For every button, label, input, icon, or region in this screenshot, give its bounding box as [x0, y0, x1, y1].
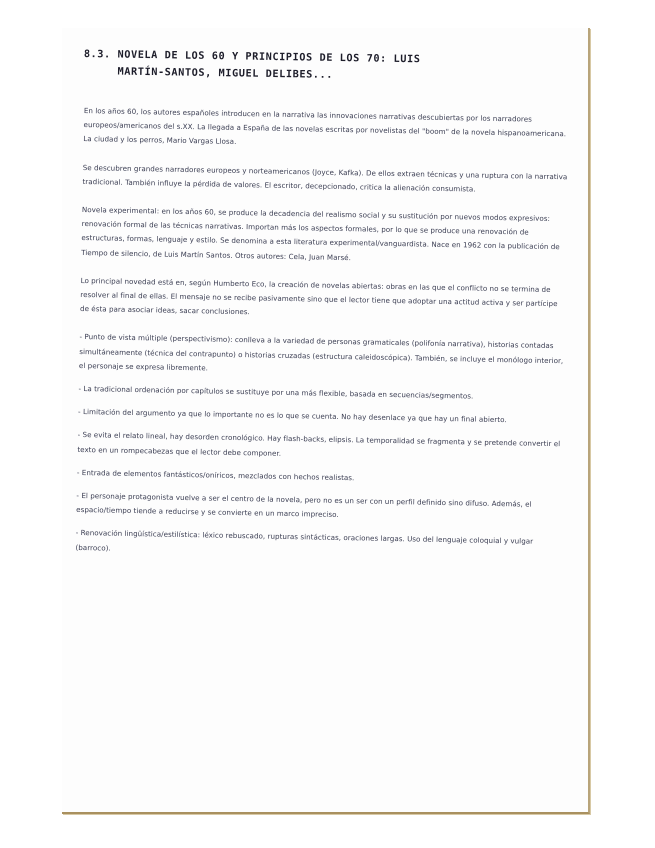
notes-body [75, 104, 570, 564]
paragraph-open-novels: Lo principal novedad está en, según Humberto Eco, la creación de novelas abiertas: obras en las que el conflicto no se termina de resolver al final de ellas. El mensaje no se recibe pasivamente sino que el lector tiene que adoptar una actitud activa y ser partícipe de ésta para asociar ideas, sacar conclusiones. [79, 275, 558, 317]
list-item: - Punto de vista múltiple (perspectivismo): conlleva a la variedad de personas gramaticales (polifonía narrativa), historias contadas simultáneamente (técnica del contrapunto) o historias cruzadas (estructura caleidoscópica). También, se incluye el monólogo interior, el personaje se expresa libremente. [78, 332, 564, 373]
list-item: - Entrada de elementos fantásticos/oníricos, mezclados con hechos realistas. [76, 467, 355, 483]
paragraph-influences: Se descubren grandes narradores europeos y norteamericanos (Joyce, Kafka). De ellos extraen técnicas y una ruptura con la narrativa tradicional. También influye la pérdida de valores. El escritor, decepcionado, critica la alienación consumista. [82, 162, 568, 194]
title-line-1: 8.3. NOVELA DE LOS 60 Y PRINCIPIOS DE LOS 70: LUIS [83, 48, 421, 66]
techniques-list [75, 330, 565, 564]
paragraph-intro: En los años 60, los autores españoles introducen en la narrativa las innovaciones narrativas descubiertas por los narradores europeos/americanos del s.XX. La llegada a España de las novelas escritas por novelistas del "boom" de la novela hispanoamericana. La ciudad y los perros, Mario Vargas Llosa. [83, 105, 567, 147]
list-item: - Se evita el relato lineal, hay desorden cronológico. Hay flash-backs, elipsis. La temporalidad se fragmenta y se pretende convertir el texto en un rompecabezas que el lector debe componer. [77, 430, 561, 458]
title-line-2: MARTÍN-SANTOS, MIGUEL DELIBES... [117, 66, 334, 81]
paragraph-experimental-novel: Novela experimental: en los años 60, se produce la decadencia del realismo social y su sustitución por nuevos modos expresivos: renovación formal de las técnicas narrativas. Importan más los aspectos formales, por lo que se produce una renovación de estructuras, formas, lenguaje y estilo. Se denomina a esta literatura experimental/vanguardista. Nace en 1962 con la publicación de Tiempo de silencio, de Luis Martín Santos. Otros autores: Cela, Juan Marsé. [81, 204, 560, 262]
handwritten-page [62, 28, 590, 814]
list-item: - La tradicional ordenación por capítulos se sustituye por una más flexible, basada en secuencias/segmentos. [78, 383, 474, 401]
list-item: - El personaje protagonista vuelve a ser el centro de la novela, pero no es un ser con un perfil definido sino difuso. Además, el espacio/tiempo tiende a reducirse y se convierte en un marco impreciso. [76, 490, 532, 520]
list-item: - Renovación lingüística/estilística: léxico rebuscado, rupturas sintácticas, oraciones largas. Uso del lenguaje coloquial y vulgar (barroco). [75, 528, 534, 553]
page-title [83, 46, 569, 88]
list-item: - Limitación del argumento ya que lo importante no es lo que se cuenta. No hay desenlace ya que hay un final abierto. [78, 407, 507, 425]
